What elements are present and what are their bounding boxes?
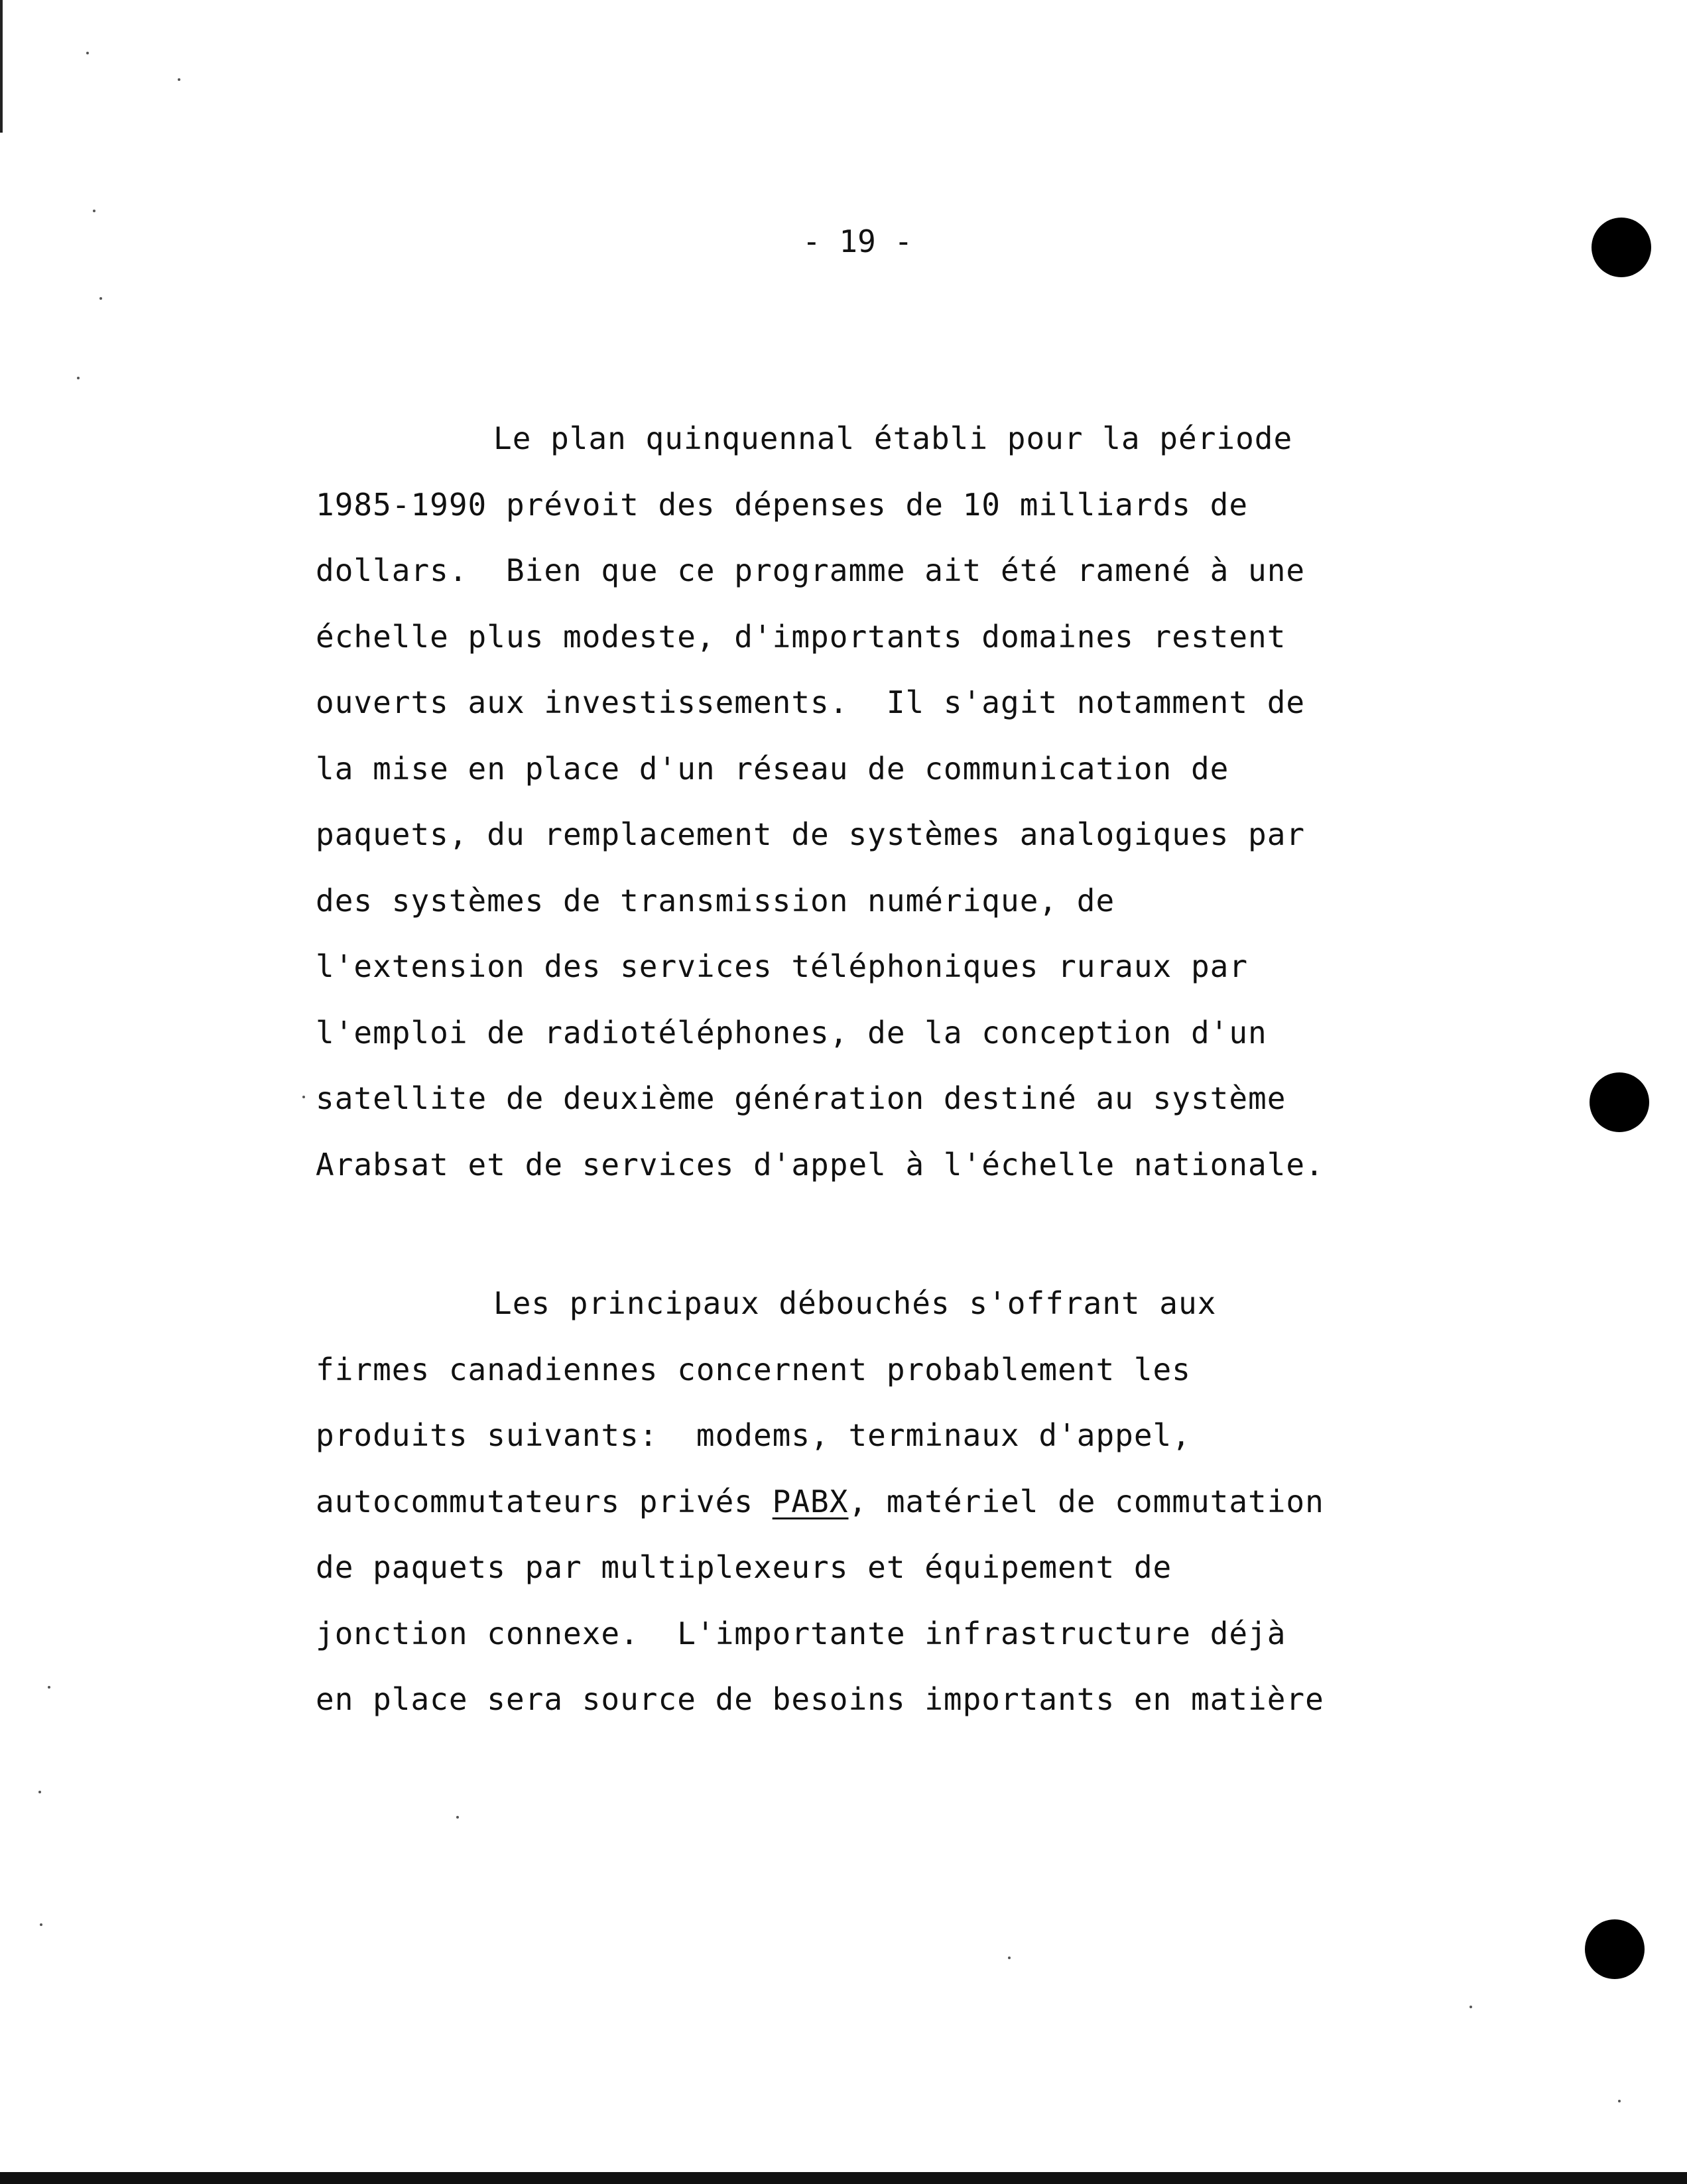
text-line — [316, 1469, 1383, 1535]
text-line: la mise en place d'un réseau de communication de — [316, 750, 1229, 787]
text-line: en place sera source de besoins importants en matière — [316, 1681, 1324, 1717]
scan-speck — [93, 210, 95, 212]
scan-speck — [1469, 2006, 1472, 2008]
text-line: satellite de deuxième génération destiné au système — [316, 1080, 1286, 1116]
scan-left-edge — [0, 0, 3, 133]
text-segment: , matériel de commutation — [848, 1483, 1324, 1519]
scan-bottom-edge — [0, 2172, 1687, 2184]
text-line: Arabsat et de services d'appel à l'échelle nationale. — [316, 1146, 1324, 1183]
punch-hole-middle — [1590, 1072, 1649, 1132]
text-line: Le plan quinquennal établi pour la période — [493, 420, 1293, 456]
text-line: de paquets par multiplexeurs et équipement de — [316, 1549, 1172, 1585]
text-line: Les principaux débouchés s'offrant aux — [493, 1285, 1217, 1321]
text-line: 1985-1990 prévoit des dépenses de 10 milliards de — [316, 486, 1249, 523]
scan-speck — [77, 377, 80, 379]
text-line: dollars. Bien que ce programme ait été ramené à une — [316, 552, 1306, 588]
text-line: paquets, du remplacement de systèmes analogiques par — [316, 816, 1306, 852]
page-number: - 19 - — [802, 224, 913, 259]
text-segment: autocommutateurs privés — [316, 1483, 773, 1519]
scan-speck — [302, 1096, 305, 1098]
text-line: l'extension des services téléphoniques ruraux par — [316, 948, 1249, 984]
scan-speck — [40, 1923, 42, 1926]
text-line: échelle plus modeste, d'importants domaines restent — [316, 618, 1286, 655]
scan-speck — [38, 1791, 41, 1793]
scan-speck — [48, 1686, 50, 1689]
scan-speck — [456, 1816, 459, 1819]
text-line: l'emploi de radiotéléphones, de la conception d'un — [316, 1014, 1267, 1051]
punch-hole-bottom — [1585, 1919, 1645, 1979]
scan-speck — [178, 78, 180, 81]
pabx-underlined-term: PABX — [772, 1483, 849, 1519]
text-line: des systèmes de transmission numérique, de — [316, 882, 1115, 919]
scan-speck — [86, 52, 89, 54]
text-line: ouverts aux investissements. Il s'agit notamment de — [316, 684, 1306, 720]
paragraph-1 — [316, 406, 1383, 1198]
punch-hole-top — [1592, 218, 1651, 277]
scan-speck — [1008, 1957, 1011, 1959]
text-line: firmes canadiennes concernent probablement les — [316, 1351, 1191, 1387]
paragraph-2 — [316, 1271, 1383, 1733]
scan-speck — [99, 297, 102, 300]
scan-speck — [1618, 2100, 1621, 2102]
text-line: produits suivants: modems, terminaux d'appel, — [316, 1417, 1191, 1453]
text-line: jonction connexe. L'importante infrastructure déjà — [316, 1615, 1286, 1651]
